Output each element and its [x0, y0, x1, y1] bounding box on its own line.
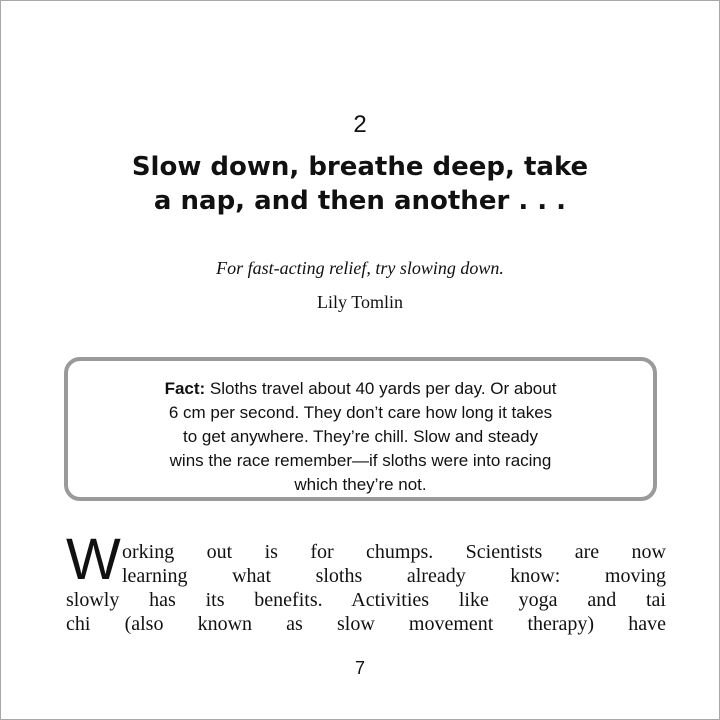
body-line: slowly has its benefits. Activities like yoga and tai [66, 589, 666, 611]
chapter-title-line: a nap, and then another . . . [153, 186, 567, 216]
drop-cap: W [66, 527, 117, 592]
fact-line: wins the race remember—if sloths were into racing [169, 451, 552, 470]
chapter-title-line: Slow down, breathe deep, take [131, 152, 589, 182]
body-paragraph [66, 540, 666, 636]
fact-label: Fact: [164, 379, 206, 398]
chapter-title [60, 150, 660, 218]
fact-line: to get anywhere. They’re chill. Slow and steady [183, 427, 538, 446]
body-line: orking out is for chumps. Scientists are now [122, 541, 666, 563]
page-number: 7 [354, 658, 365, 678]
fact-text [88, 377, 633, 497]
fact-box [64, 357, 657, 501]
body-line: chi (also known as slow movement therapy) have [66, 613, 666, 635]
fact-line: which they’re not. [294, 475, 427, 494]
epigraph-quote: For fast-acting relief, try slowing down. [216, 258, 504, 278]
fact-line: 6 cm per second. They don’t care how long it takes [168, 403, 553, 422]
body-line: learning what sloths already know: moving [122, 565, 666, 587]
fact-line [88, 377, 633, 401]
chapter-number: 2 [353, 111, 367, 138]
fact-line-text: Sloths travel about 40 yards per day. Or about [205, 379, 557, 398]
epigraph-author: Lily Tomlin [317, 292, 403, 312]
